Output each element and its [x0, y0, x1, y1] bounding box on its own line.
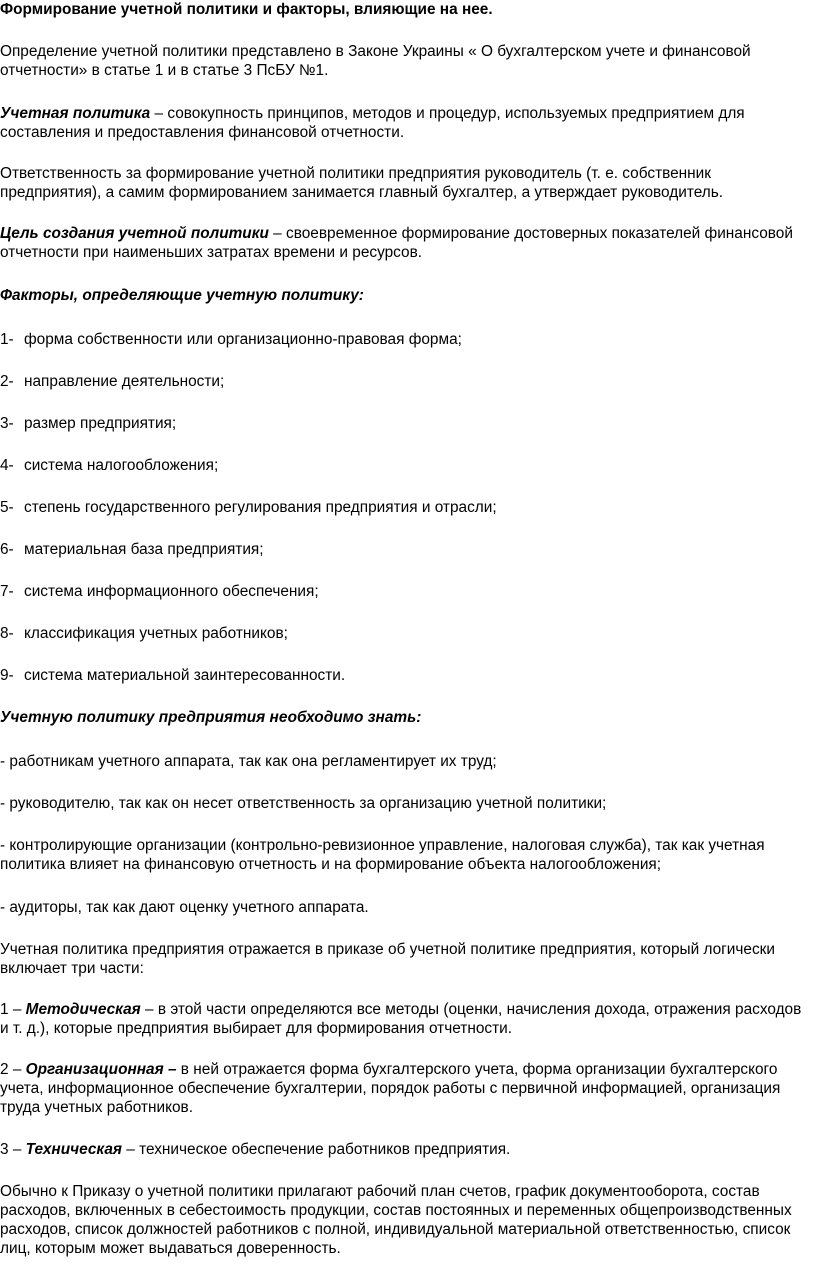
factor-text: форма собственности или организационно-правовая форма; [24, 331, 462, 348]
factor-text: система материальной заинтересованности. [24, 667, 346, 684]
factor-text: система информационного обеспечения; [24, 583, 319, 600]
know-item: - контролирующие организации (контрольно-ревизионное управление, налоговая служба), так как учетная политика влияет на финансовую отчетность и на формирование объекта налогообложения; [0, 837, 765, 873]
factor-text: степень государственного регулирования предприятия и отрасли; [24, 499, 497, 516]
factor-number: 2- [0, 373, 14, 390]
part-term: Методическая [25, 1001, 141, 1018]
factor-number: 6- [0, 541, 14, 558]
factor-item [0, 372, 812, 391]
part-text: – техническое обеспечение работников предприятия. [122, 1141, 511, 1158]
factor-item [0, 624, 812, 643]
factor-number: 9- [0, 667, 14, 684]
know-heading: Учетную политику предприятия необходимо знать: [0, 709, 422, 726]
know-item: - работникам учетного аппарата, так как она регламентирует их труд; [0, 753, 497, 770]
part-item [0, 1000, 812, 1038]
factors-heading: Факторы, определяющие учетную политику: [0, 287, 364, 304]
know-item: - аудиторы, так как дают оценку учетного аппарата. [0, 899, 369, 916]
factor-item [0, 582, 812, 601]
factor-number: 7- [0, 583, 14, 600]
factor-item [0, 540, 812, 559]
policy-definition-text: – совокупность принципов, методов и процедур, используемых предприятием для составления и предоставления финансовой отчетности. [0, 105, 745, 141]
part-term: Организационная – [25, 1061, 177, 1078]
order-paragraph: Учетная политика предприятия отражается в приказе об учетной политике предприятия, который логически включает три части: [0, 941, 775, 977]
definition-paragraph: Определение учетной политики представлено в Законе Украины « О бухгалтерском учете и финансовой отчетности» в статье 1 и в статье 3 ПсБУ №1. [0, 43, 751, 79]
factor-item [0, 456, 812, 475]
goal-paragraph [0, 224, 812, 262]
part-prefix: 1 – [0, 1001, 26, 1018]
part-prefix: 2 – [0, 1061, 26, 1078]
know-item: - руководителю, так как он несет ответственность за организацию учетной политики; [0, 795, 607, 812]
part-text: в ней отражается форма бухгалтерского учета, форма организации бухгалтерского учета, информационное обеспечение бухгалтерии, порядок работы с первичной информацией, организация труда учетных работников. [0, 1061, 781, 1116]
factor-number: 5- [0, 499, 14, 516]
part-item [0, 1060, 812, 1117]
part-term: Техническая [25, 1141, 122, 1158]
factor-item [0, 498, 812, 517]
factor-number: 1- [0, 331, 14, 348]
factor-number: 3- [0, 415, 14, 432]
policy-term: Учетная политика [0, 105, 151, 122]
factor-item [0, 666, 812, 685]
factor-text: классификация учетных работников; [24, 625, 288, 642]
factor-item [0, 330, 812, 349]
factor-number: 8- [0, 625, 14, 642]
part-prefix: 3 – [0, 1141, 26, 1158]
factor-item [0, 414, 812, 433]
goal-text: – своевременное формирование достоверных показателей финансовой отчетности при наименьших затратах времени и ресурсов. [0, 225, 793, 261]
factor-number: 4- [0, 457, 14, 474]
document-title: Формирование учетной политики и факторы, влияющие на нее. [0, 1, 493, 18]
part-item [0, 1140, 812, 1159]
factor-text: направление деятельности; [24, 373, 225, 390]
factor-text: система налогообложения; [24, 457, 219, 474]
factor-text: размер предприятия; [24, 415, 177, 432]
responsibility-paragraph: Ответственность за формирование учетной политики предприятия руководитель (т. е. собственник предприятия), а самим формированием занимается главный бухгалтер, а утверждает руководитель. [0, 165, 724, 201]
attachments-paragraph: Обычно к Приказу о учетной политики прилагают рабочий план счетов, график документооборота, состав расходов, включенных в себестоимость продукции, состав постоянных и переменных общепроизводственных расходов, список должностей работников с полной, индивидуальной материальной ответственностью, список лиц, которым может выдаваться доверенность. [0, 1183, 792, 1257]
goal-term: Цель создания учетной политики [0, 225, 269, 242]
policy-definition-paragraph [0, 104, 812, 142]
factor-text: материальная база предприятия; [24, 541, 264, 558]
part-text: – в этой части определяются все методы (оценки, начисления дохода, отражения расходов и т. д.), которые предприятия выбирает для формирования отчетности. [0, 1001, 802, 1037]
